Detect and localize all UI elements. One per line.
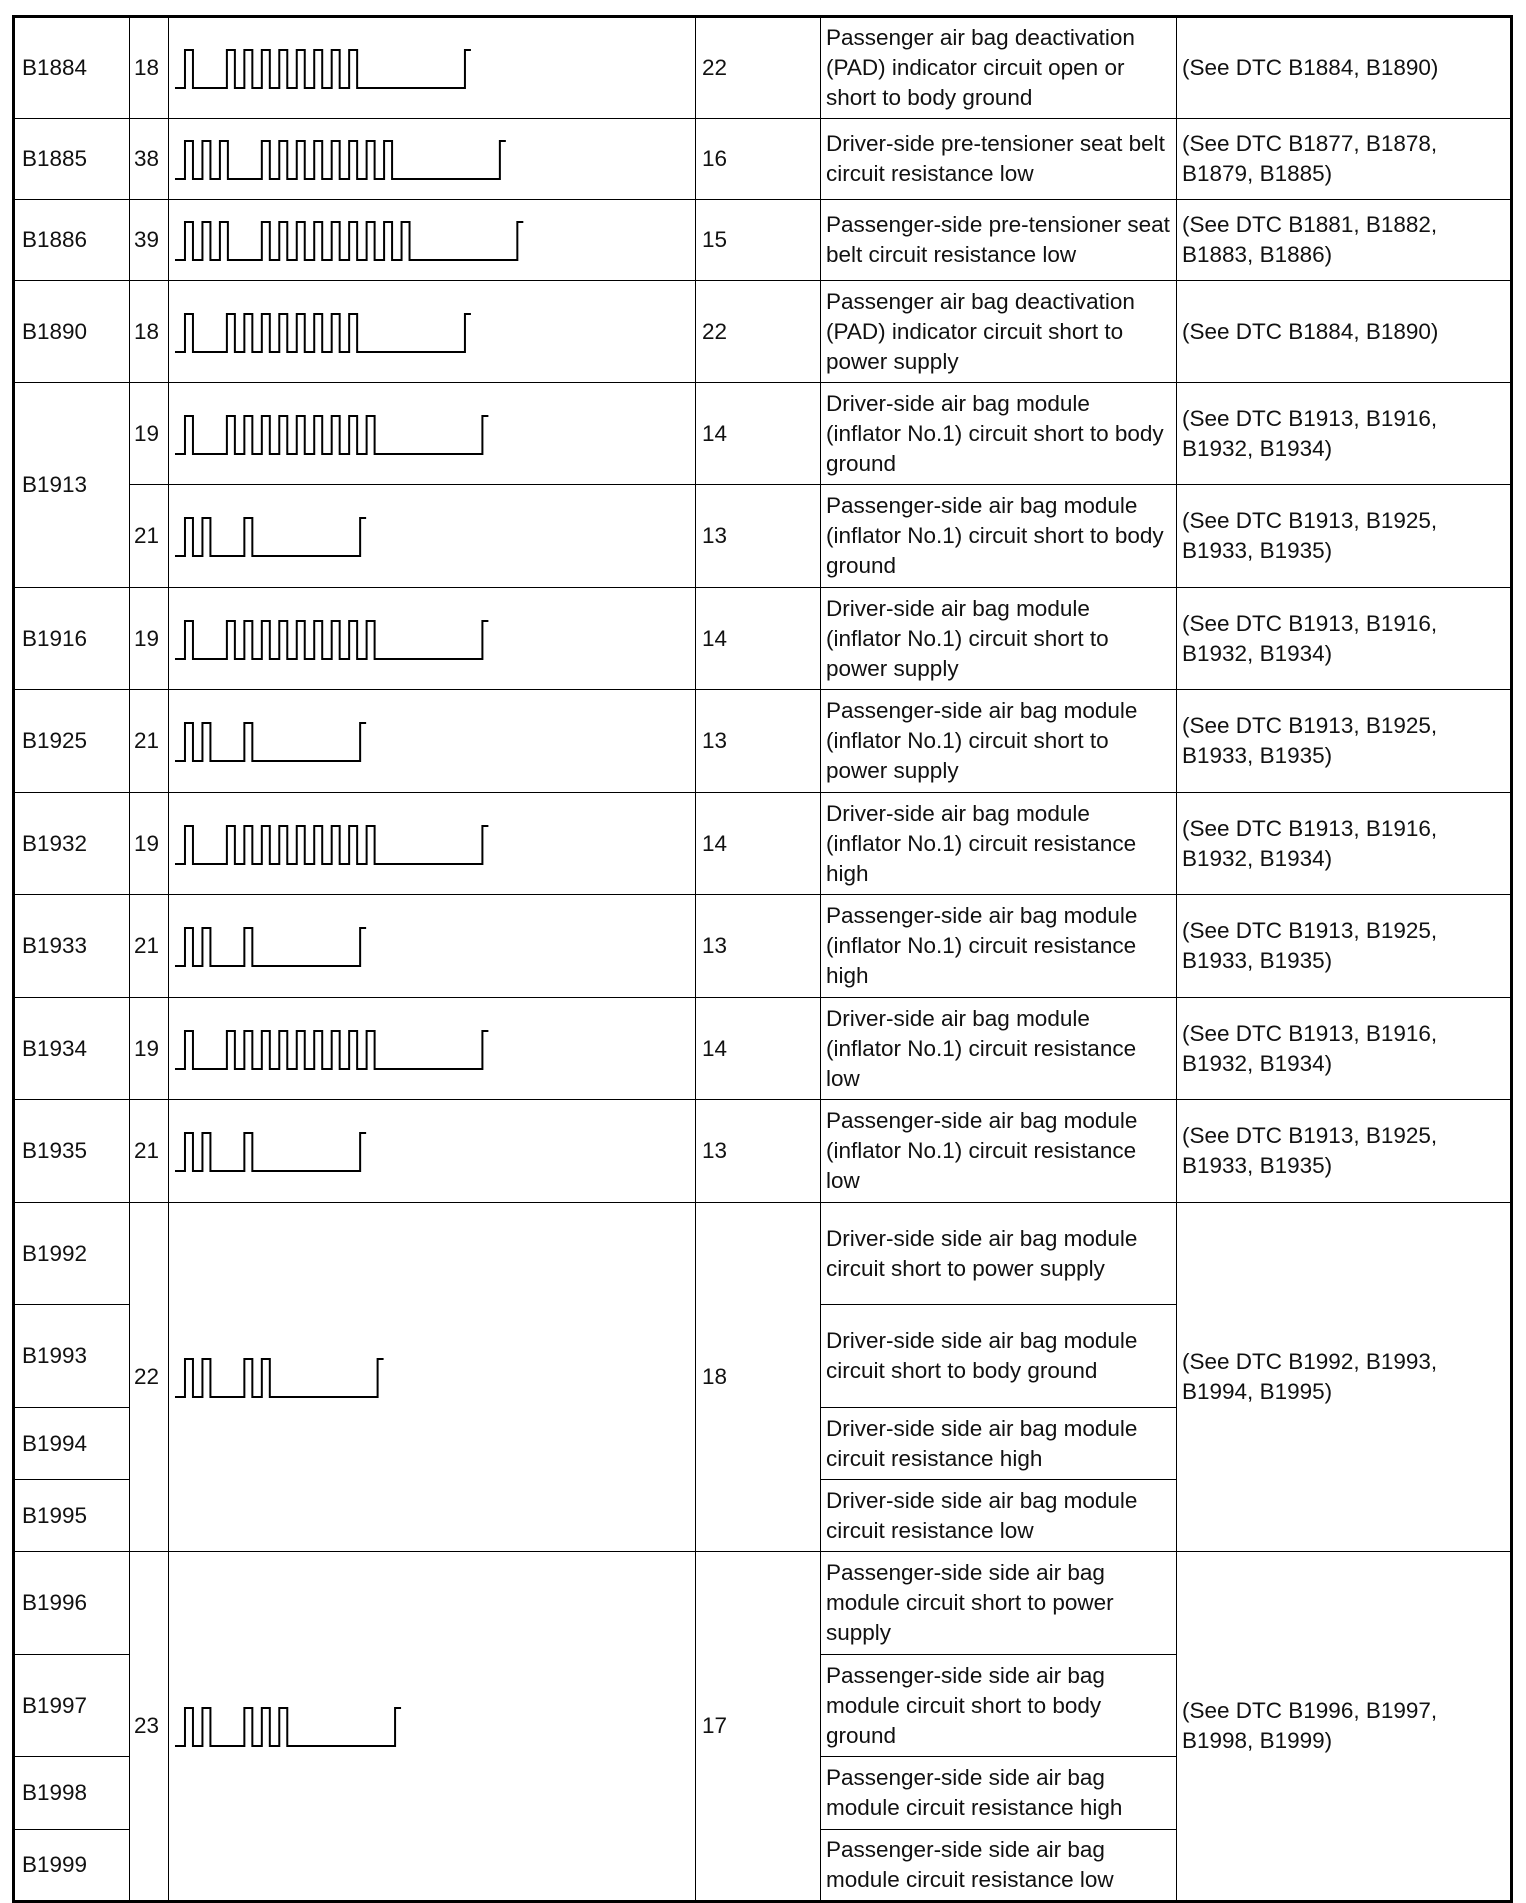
- dtc-code: B1998: [14, 1757, 130, 1830]
- display-time: 22: [696, 17, 821, 119]
- malfunction-description: Driver-side air bag module (inflator No.1) circuit short to power supply: [821, 588, 1177, 690]
- dtc-code: B1932: [14, 793, 130, 895]
- dtc-reference: (See DTC B1884, B1890): [1177, 281, 1512, 383]
- table-row: [14, 690, 1512, 793]
- display-time: 14: [696, 383, 821, 485]
- table-row: [14, 17, 1512, 119]
- blink-count: 21: [130, 1100, 169, 1203]
- waveform-trace: [175, 1031, 488, 1069]
- malfunction-description: Passenger-side side air bag module circuit short to body ground: [821, 1655, 1177, 1757]
- blink-waveform-cell: [169, 383, 696, 485]
- dtc-reference: (See DTC B1913, B1925, B1933, B1935): [1177, 690, 1512, 793]
- blink-waveform: [169, 906, 695, 986]
- malfunction-description: Passenger-side air bag module (inflator No.1) circuit short to body ground: [821, 485, 1177, 588]
- blink-count: 21: [130, 690, 169, 793]
- display-time: 13: [696, 895, 821, 998]
- dtc-code: B1996: [14, 1552, 130, 1655]
- malfunction-description: Driver-side air bag module (inflator No.1) circuit resistance low: [821, 998, 1177, 1100]
- malfunction-description: Passenger-side side air bag module circuit resistance high: [821, 1757, 1177, 1830]
- blink-count: 23: [130, 1552, 169, 1902]
- dtc-code: B1890: [14, 281, 130, 383]
- dtc-code: B1884: [14, 17, 130, 119]
- malfunction-description: Passenger-side air bag module (inflator No.1) circuit short to power supply: [821, 690, 1177, 793]
- table-row: [14, 1552, 1512, 1655]
- display-time: 14: [696, 998, 821, 1100]
- blink-count: 39: [130, 200, 169, 281]
- blink-waveform-cell: [169, 1552, 696, 1902]
- waveform-trace: [175, 416, 488, 454]
- blink-waveform-cell: [169, 690, 696, 793]
- table-row: [14, 200, 1512, 281]
- blink-waveform: [169, 394, 695, 474]
- blink-waveform-cell: [169, 588, 696, 690]
- waveform-trace: [175, 314, 471, 352]
- blink-count: 21: [130, 895, 169, 998]
- display-time: 13: [696, 1100, 821, 1203]
- waveform-trace: [175, 621, 488, 659]
- blink-count: 18: [130, 281, 169, 383]
- blink-waveform: [169, 1009, 695, 1089]
- table-row: [14, 998, 1512, 1100]
- waveform-trace: [175, 1708, 401, 1746]
- blink-count: 19: [130, 998, 169, 1100]
- malfunction-description: Passenger-side pre-tensioner seat belt circuit resistance low: [821, 200, 1177, 281]
- blink-waveform: [169, 599, 695, 679]
- dtc-reference: (See DTC B1992, B1993, B1994, B1995): [1177, 1203, 1512, 1552]
- blink-waveform-cell: [169, 281, 696, 383]
- table-row: [14, 793, 1512, 895]
- dtc-code: B1999: [14, 1830, 130, 1902]
- blink-waveform: [169, 804, 695, 884]
- blink-waveform: [169, 292, 695, 372]
- dtc-reference: (See DTC B1877, B1878, B1879, B1885): [1177, 119, 1512, 200]
- malfunction-description: Driver-side side air bag module circuit short to body ground: [821, 1305, 1177, 1408]
- malfunction-description: Passenger-side side air bag module circuit short to power supply: [821, 1552, 1177, 1655]
- blink-count: 38: [130, 119, 169, 200]
- display-time: 16: [696, 119, 821, 200]
- table-row: [14, 895, 1512, 998]
- table-row: [14, 1203, 1512, 1305]
- dtc-code: B1916: [14, 588, 130, 690]
- blink-waveform-cell: [169, 998, 696, 1100]
- malfunction-description: Driver-side side air bag module circuit short to power supply: [821, 1203, 1177, 1305]
- dtc-reference: (See DTC B1996, B1997, B1998, B1999): [1177, 1552, 1512, 1902]
- dtc-code: B1925: [14, 690, 130, 793]
- table-row: [14, 485, 1512, 588]
- dtc-code: B1885: [14, 119, 130, 200]
- blink-waveform-cell: [169, 895, 696, 998]
- blink-count: 22: [130, 1203, 169, 1552]
- malfunction-description: Passenger air bag deactivation (PAD) indicator circuit open or short to body ground: [821, 17, 1177, 119]
- blink-waveform: [169, 1111, 695, 1191]
- malfunction-description: Driver-side side air bag module circuit resistance high: [821, 1408, 1177, 1480]
- malfunction-description: Driver-side side air bag module circuit resistance low: [821, 1480, 1177, 1552]
- dtc-code: B1935: [14, 1100, 130, 1203]
- display-time: 15: [696, 200, 821, 281]
- dtc-reference: (See DTC B1913, B1925, B1933, B1935): [1177, 895, 1512, 998]
- dtc-code: B1934: [14, 998, 130, 1100]
- display-time: 17: [696, 1552, 821, 1902]
- dtc-reference: (See DTC B1913, B1916, B1932, B1934): [1177, 383, 1512, 485]
- blink-waveform-cell: [169, 200, 696, 281]
- blink-count: 19: [130, 383, 169, 485]
- malfunction-description: Driver-side air bag module (inflator No.1) circuit resistance high: [821, 793, 1177, 895]
- blink-waveform-cell: [169, 119, 696, 200]
- dtc-reference: (See DTC B1913, B1925, B1933, B1935): [1177, 1100, 1512, 1203]
- blink-waveform: [169, 1337, 695, 1417]
- table-row: [14, 119, 1512, 200]
- dtc-code: B1997: [14, 1655, 130, 1757]
- malfunction-description: Driver-side pre-tensioner seat belt circuit resistance low: [821, 119, 1177, 200]
- display-time: 14: [696, 588, 821, 690]
- waveform-trace: [175, 50, 471, 88]
- dtc-code: B1992: [14, 1203, 130, 1305]
- blink-waveform-cell: [169, 1100, 696, 1203]
- dtc-reference: (See DTC B1913, B1916, B1932, B1934): [1177, 998, 1512, 1100]
- blink-waveform: [169, 28, 695, 108]
- table-row: [14, 383, 1512, 485]
- dtc-reference: (See DTC B1913, B1925, B1933, B1935): [1177, 485, 1512, 588]
- waveform-trace: [175, 928, 366, 966]
- dtc-reference: (See DTC B1913, B1916, B1932, B1934): [1177, 588, 1512, 690]
- dtc-code: B1994: [14, 1408, 130, 1480]
- blink-count: 19: [130, 588, 169, 690]
- dtc-reference: (See DTC B1881, B1882, B1883, B1886): [1177, 200, 1512, 281]
- dtc-reference: (See DTC B1884, B1890): [1177, 17, 1512, 119]
- table-row: [14, 1100, 1512, 1203]
- blink-waveform: [169, 496, 695, 576]
- dtc-code: B1886: [14, 200, 130, 281]
- blink-waveform: [169, 119, 695, 199]
- blink-waveform: [169, 200, 695, 280]
- dtc-reference: (See DTC B1913, B1916, B1932, B1934): [1177, 793, 1512, 895]
- waveform-trace: [175, 1133, 366, 1171]
- waveform-trace: [175, 826, 488, 864]
- waveform-trace: [175, 723, 366, 761]
- display-time: 18: [696, 1203, 821, 1552]
- malfunction-description: Passenger air bag deactivation (PAD) indicator circuit short to power supply: [821, 281, 1177, 383]
- dtc-code: B1913: [14, 383, 130, 588]
- dtc-table: [12, 15, 1513, 1903]
- waveform-trace: [175, 518, 366, 556]
- dtc-code: B1995: [14, 1480, 130, 1552]
- blink-count: 19: [130, 793, 169, 895]
- dtc-code: B1993: [14, 1305, 130, 1408]
- blink-count: 21: [130, 485, 169, 588]
- blink-count: 18: [130, 17, 169, 119]
- malfunction-description: Passenger-side side air bag module circuit resistance low: [821, 1830, 1177, 1902]
- display-time: 14: [696, 793, 821, 895]
- display-time: 13: [696, 485, 821, 588]
- malfunction-description: Driver-side air bag module (inflator No.1) circuit short to body ground: [821, 383, 1177, 485]
- dtc-code: B1933: [14, 895, 130, 998]
- table-row: [14, 281, 1512, 383]
- waveform-trace: [175, 141, 506, 179]
- blink-waveform-cell: [169, 1203, 696, 1552]
- blink-waveform: [169, 1686, 695, 1766]
- blink-waveform: [169, 701, 695, 781]
- waveform-trace: [175, 222, 523, 260]
- malfunction-description: Passenger-side air bag module (inflator No.1) circuit resistance high: [821, 895, 1177, 998]
- display-time: 22: [696, 281, 821, 383]
- blink-waveform-cell: [169, 793, 696, 895]
- malfunction-description: Passenger-side air bag module (inflator No.1) circuit resistance low: [821, 1100, 1177, 1203]
- waveform-trace: [175, 1359, 384, 1397]
- display-time: 13: [696, 690, 821, 793]
- table-row: [14, 588, 1512, 690]
- blink-waveform-cell: [169, 485, 696, 588]
- blink-waveform-cell: [169, 17, 696, 119]
